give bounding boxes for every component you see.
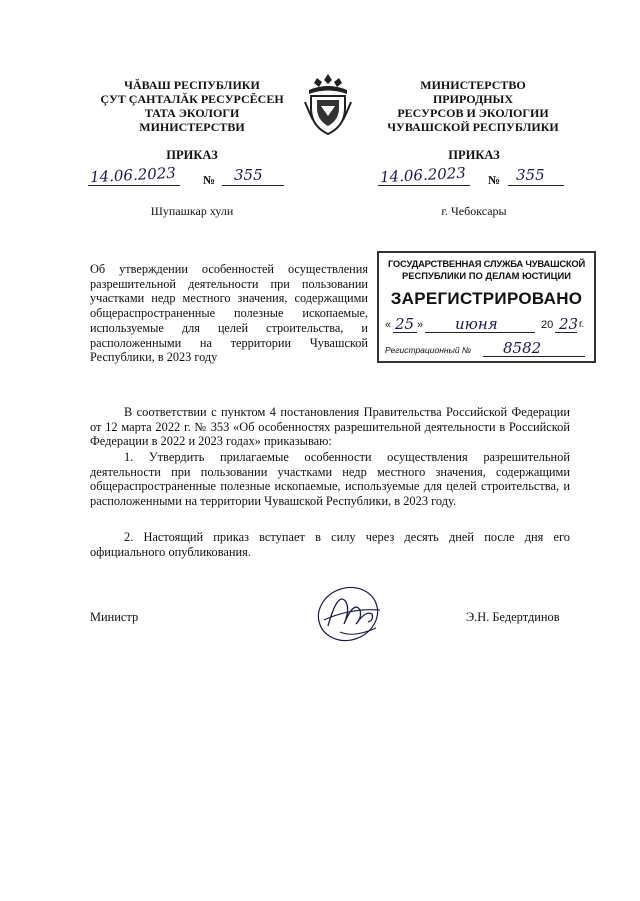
header-right-line-1: МИНИСТЕРСТВО	[420, 78, 526, 92]
stamp-reg-number: 8582	[503, 339, 542, 357]
order-word-right: ПРИКАЗ	[448, 148, 500, 162]
signer-position: Министр	[90, 610, 139, 624]
header-right-line-4: ЧУВАШСКОЙ РЕСПУБЛИКИ	[387, 120, 559, 134]
stamp-org-line-2: РЕСПУБЛИКИ ПО ДЕЛАМ ЮСТИЦИИ	[402, 270, 571, 281]
emblem-icon	[303, 72, 353, 136]
header-right-line-3: РЕСУРСОВ И ЭКОЛОГИИ	[397, 106, 549, 120]
stamp-reg-row	[385, 339, 591, 359]
header-left-line-1: ЧĂВАШ РЕСПУБЛИКИ	[124, 78, 260, 92]
header-right	[370, 78, 576, 134]
stamp-year-prefix: 20	[541, 319, 554, 331]
document-title: Об утверждении особенностей осуществления разрешительной деятельности при пользовании участками недр местного значения, содержащими общераспространенные полезные ископаемые, используемые для целей строительства, и расположенными на территории Чувашской Республики, в 2023 году	[90, 262, 368, 365]
city-left: Шупашкар хули	[150, 204, 234, 218]
body-paragraph-3: 2. Настоящий приказ вступает в силу через десять дней после дня его официального опубликования.	[90, 530, 570, 559]
registration-stamp	[377, 251, 596, 363]
stamp-day-open: «	[385, 319, 392, 331]
number-sign-right: №	[488, 173, 501, 187]
header-left-line-2: ÇУТ ÇАНТАЛĂК РЕСУРСĔСЕН	[100, 92, 284, 106]
order-word-left: ПРИКАЗ	[166, 148, 218, 162]
order-number-left	[222, 166, 284, 186]
city-right: г. Чебоксары	[441, 204, 507, 218]
stamp-month: июня	[455, 315, 498, 333]
number-sign-left: №	[203, 173, 216, 187]
stamp-reg-label: Регистрационный №	[385, 345, 472, 355]
order-date-right-value: 14.06.2023	[379, 163, 467, 187]
order-date-left	[88, 163, 180, 187]
stamp-day-close: »	[417, 319, 424, 331]
order-number-right	[508, 166, 564, 186]
stamp-org-line-1: ГОСУДАРСТВЕННАЯ СЛУЖБА ЧУВАШСКОЙ	[387, 258, 586, 269]
stamp-year: 23	[559, 315, 579, 333]
header-right-line-2: ПРИРОДНЫХ	[432, 92, 514, 106]
order-date-left-value: 14.06.2023	[89, 163, 177, 187]
body-paragraph-1: В соответствии с пунктом 4 постановления Правительства Российской Федерации от 12 марта 2022 г. № 353 «Об особенностях разрешительной деятельности в Российской Федерации в 2022 и 2023 годах» приказываю:	[90, 405, 570, 449]
stamp-day: 25	[395, 315, 415, 333]
body-paragraph-2: 1. Утвердить прилагаемые особенности осуществления разрешительной деятельности при пользовании участками недр местного значения, содержащими общераспространенные полезные ископаемые, используемые для целей строительства, и расположенными на территории Чувашской Республики, в 2023 году.	[90, 450, 570, 508]
stamp-date-row	[385, 315, 591, 335]
header-left	[92, 78, 292, 134]
order-date-right	[378, 163, 470, 187]
handwritten-signature	[310, 580, 390, 652]
header-left-line-4: МИНИСТЕРСТВИ	[139, 120, 245, 134]
chuvash-emblem	[303, 72, 353, 136]
stamp-status: ЗАРЕГИСТРИРОВАНО	[390, 289, 583, 308]
stamp-year-suffix: г.	[579, 319, 585, 330]
signer-name: Э.Н. Бедертдинов	[466, 610, 560, 624]
header-left-line-3: ТАТА ЭКОЛОГИ	[144, 106, 240, 120]
order-number-right-value: 355	[516, 166, 545, 184]
signature-icon	[310, 580, 390, 652]
order-number-left-value: 355	[234, 166, 263, 184]
